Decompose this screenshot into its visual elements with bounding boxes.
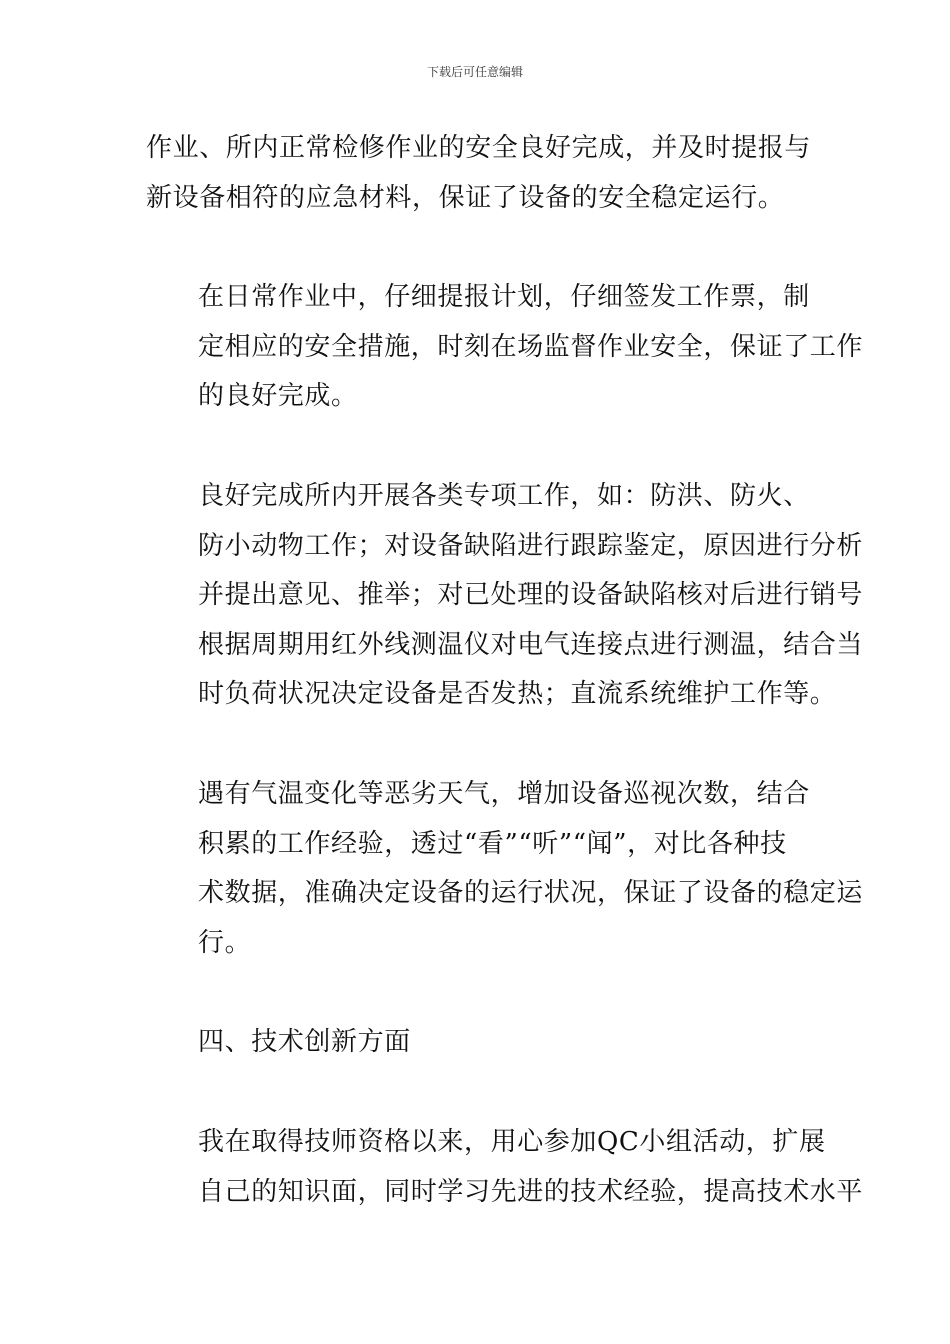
text-line: 的良好完成。 [198,381,358,412]
text-line: 积累的工作经验，透过“看”“听”“闻”，对比各种技 [198,828,787,859]
text-line: 作业、所内正常检修作业的安全良好完成，并及时提报与 [146,133,812,163]
paragraph-gap [146,422,810,472]
text-line: 并提出意见、推举；对已处理的设备缺陷核对后进行销号 [198,580,864,611]
text-line: 新设备相符的应急材料，保证了设备的安全稳定运行。 [146,182,785,213]
text-line: 自己的知识面，同时学习先进的技术经验，提高技术水平 [198,1176,864,1207]
paragraph-daily-work [146,273,864,422]
page-header-note: 下载后可任意编辑 [426,65,523,79]
section-heading-tech-innovation [146,1018,810,1068]
document-body [146,124,864,1217]
text-line: 我在取得技师资格以来，用心参加QC小组活动，扩展 [198,1126,826,1157]
text-line: 定相应的安全措施，时刻在场监督作业安全，保证了工作 [198,331,864,362]
text-line: 防小动物工作；对设备缺陷进行跟踪鉴定，原因进行分析 [198,530,864,561]
paragraph-gap [146,968,810,1018]
paragraph-gap [146,720,810,770]
paragraph-continuation [146,124,810,223]
paragraph-bad-weather [146,770,864,968]
text-line: 根据周期用红外线测温仪对电气连接点进行测温，结合当 [198,629,864,660]
text-line: 良好完成所内开展各类专项工作，如：防洪、防火、 [198,480,810,511]
text-line: 术数据，准确决定设备的运行状况，保证了设备的稳定运 [198,878,864,909]
paragraph-special-work [146,472,864,720]
text-line: 时负荷状况决定设备是否发热；直流系统维护工作等。 [198,679,837,710]
text-line: 四、技术创新方面 [198,1027,411,1058]
paragraph-gap [146,223,810,273]
text-line: 行。 [198,927,252,958]
paragraph-gap [146,1068,810,1118]
text-line: 在日常作业中，仔细提报计划，仔细签发工作票，制 [198,282,810,313]
paragraph-qc-activities [146,1118,864,1217]
text-line: 遇有气温变化等恶劣天气，增加设备巡视次数，结合 [198,778,810,809]
